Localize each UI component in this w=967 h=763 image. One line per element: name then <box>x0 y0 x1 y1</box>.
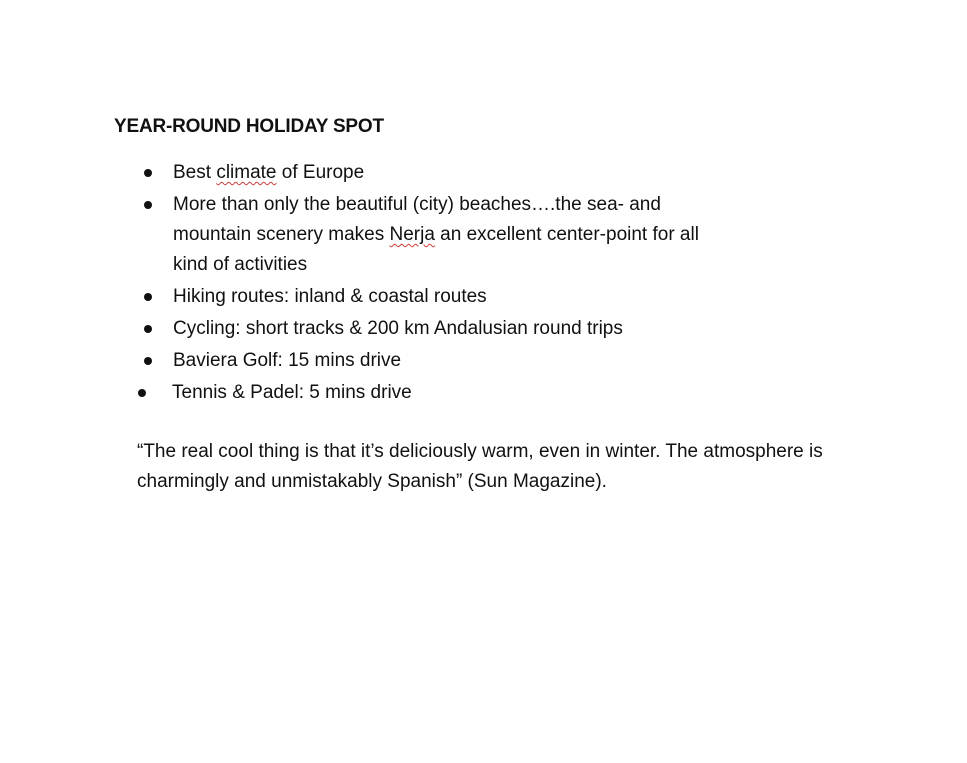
bullet-dot-icon <box>138 389 146 397</box>
bullet-item-cycling <box>0 314 733 344</box>
section-heading: YEAR-ROUND HOLIDAY SPOT <box>114 116 384 137</box>
bullet-text: Best <box>173 162 217 183</box>
bullet-text: an excellent center-point for all kind of activities <box>173 224 699 275</box>
bullet-dot-icon <box>144 293 152 301</box>
bullet-item-tennis <box>0 378 732 408</box>
bullet-item-climate <box>0 158 733 188</box>
bullet-dot-icon <box>144 169 152 177</box>
bullet-text: More than only the beautiful (city) beaches….the sea- and mountain scenery makes <box>173 194 661 245</box>
bullet-text: of Europe <box>276 162 365 183</box>
misspelled-word: climate <box>216 162 277 183</box>
misspelled-word: Nerja <box>389 224 435 245</box>
bullet-dot-icon <box>144 357 152 365</box>
bullet-text: Hiking routes: inland & coastal routes <box>173 286 487 307</box>
bullet-list <box>0 158 967 410</box>
bullet-text: Cycling: short tracks & 200 km Andalusian round trips <box>173 318 623 339</box>
bullet-item-hiking <box>0 282 733 312</box>
bullet-text: Baviera Golf: 15 mins drive <box>173 350 402 371</box>
bullet-item-scenery <box>0 190 733 280</box>
magazine-quote: “The real cool thing is that it’s deliciously warm, even in winter. The atmosphere is charmingly and unmistakably Spanish” (Sun Magazine). <box>137 441 823 492</box>
bullet-item-golf <box>0 346 733 376</box>
bullet-dot-icon <box>144 325 152 333</box>
bullet-text: Tennis & Padel: 5 mins drive <box>172 382 412 403</box>
bullet-dot-icon <box>144 201 152 209</box>
